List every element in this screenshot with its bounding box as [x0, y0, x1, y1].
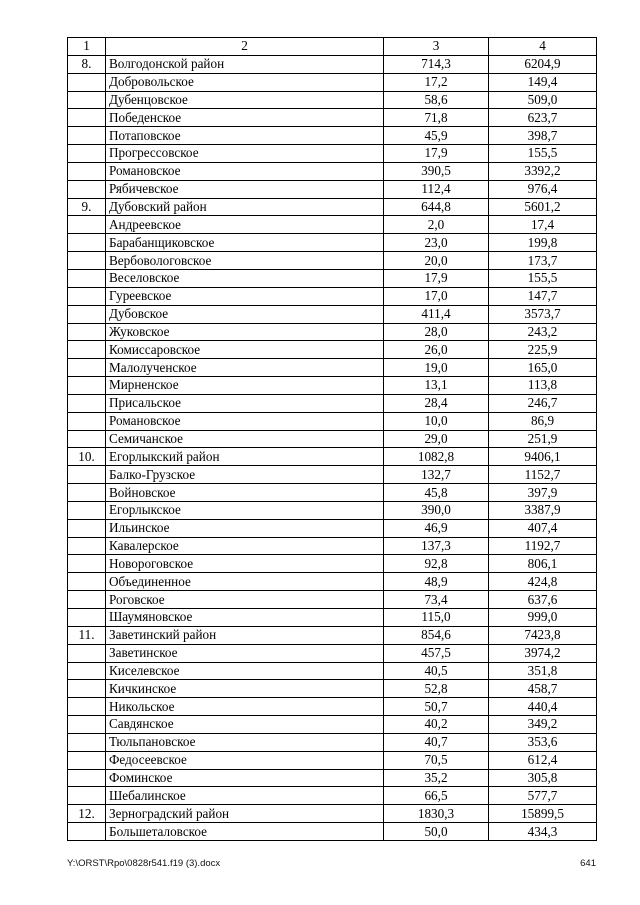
row-number [68, 644, 106, 662]
row-name: Жуковское [106, 323, 384, 341]
row-number [68, 555, 106, 573]
table-row [68, 501, 597, 519]
row-number [68, 591, 106, 609]
row-number [68, 823, 106, 841]
row-value-3: 1082,8 [384, 448, 489, 466]
row-name: Объединенное [106, 573, 384, 591]
row-name: Новороговское [106, 555, 384, 573]
row-value-3: 28,0 [384, 323, 489, 341]
row-number [68, 252, 106, 270]
table-row [68, 252, 597, 270]
row-value-4: 509,0 [489, 91, 597, 109]
row-value-3: 390,5 [384, 162, 489, 180]
row-number [68, 127, 106, 145]
row-value-4: 165,0 [489, 359, 597, 377]
row-name: Савдянское [106, 716, 384, 734]
row-number [68, 412, 106, 430]
table-row [68, 716, 597, 734]
row-value-4: 155,5 [489, 269, 597, 287]
row-value-3: 46,9 [384, 519, 489, 537]
row-value-3: 19,0 [384, 359, 489, 377]
data-table [67, 37, 597, 841]
row-value-4: 424,8 [489, 573, 597, 591]
row-number [68, 305, 106, 323]
footer-file-path: Y:\ORST\Rpo\0828r541.f19 (3).docx [67, 858, 221, 869]
row-name: Шаумяновское [106, 609, 384, 627]
row-value-4: 577,7 [489, 787, 597, 805]
row-value-4: 149,4 [489, 73, 597, 91]
row-name: Добровольское [106, 73, 384, 91]
table-row [68, 91, 597, 109]
row-value-4: 199,8 [489, 234, 597, 252]
row-value-4: 225,9 [489, 341, 597, 359]
row-value-4: 623,7 [489, 109, 597, 127]
row-name: Никольское [106, 698, 384, 716]
row-number: 12. [68, 805, 106, 823]
row-value-3: 132,7 [384, 466, 489, 484]
row-name: Заветинское [106, 644, 384, 662]
row-number: 10. [68, 448, 106, 466]
row-value-4: 3974,2 [489, 644, 597, 662]
row-value-3: 70,5 [384, 751, 489, 769]
row-value-3: 112,4 [384, 180, 489, 198]
table-row [68, 323, 597, 341]
table-row [68, 644, 597, 662]
row-value-3: 457,5 [384, 644, 489, 662]
row-number [68, 216, 106, 234]
table-row [68, 787, 597, 805]
table-row [68, 466, 597, 484]
table-row [68, 287, 597, 305]
row-name: Дубенцовское [106, 91, 384, 109]
row-number [68, 287, 106, 305]
table-row [68, 626, 597, 644]
row-value-4: 6204,9 [489, 55, 597, 73]
row-name: Мирненское [106, 377, 384, 395]
row-number [68, 180, 106, 198]
row-value-4: 1152,7 [489, 466, 597, 484]
row-number [68, 162, 106, 180]
row-value-3: 13,1 [384, 377, 489, 395]
row-value-4: 440,4 [489, 698, 597, 716]
table-row [68, 269, 597, 287]
table-row [68, 394, 597, 412]
row-name: Волгодонской район [106, 55, 384, 73]
row-value-4: 3387,9 [489, 501, 597, 519]
row-number [68, 466, 106, 484]
row-number [68, 377, 106, 395]
table-row [68, 198, 597, 216]
row-number: 8. [68, 55, 106, 73]
table-row [68, 127, 597, 145]
row-name: Егорлыкское [106, 501, 384, 519]
table-row [68, 341, 597, 359]
row-value-4: 434,3 [489, 823, 597, 841]
row-value-3: 28,4 [384, 394, 489, 412]
row-number [68, 430, 106, 448]
row-value-3: 52,8 [384, 680, 489, 698]
row-value-3: 45,8 [384, 484, 489, 502]
row-value-3: 17,2 [384, 73, 489, 91]
table-row [68, 680, 597, 698]
table-row [68, 430, 597, 448]
column-header: 2 [106, 38, 384, 56]
row-value-4: 173,7 [489, 252, 597, 270]
row-name: Роговское [106, 591, 384, 609]
row-value-3: 58,6 [384, 91, 489, 109]
row-value-3: 35,2 [384, 769, 489, 787]
row-value-4: 999,0 [489, 609, 597, 627]
row-name: Прогрессовское [106, 145, 384, 163]
row-value-4: 5601,2 [489, 198, 597, 216]
row-name: Киселевское [106, 662, 384, 680]
table-row [68, 591, 597, 609]
row-value-3: 644,8 [384, 198, 489, 216]
row-number [68, 787, 106, 805]
row-name: Романовское [106, 412, 384, 430]
row-value-4: 17,4 [489, 216, 597, 234]
row-number [68, 769, 106, 787]
row-value-4: 155,5 [489, 145, 597, 163]
row-number [68, 91, 106, 109]
row-value-4: 351,8 [489, 662, 597, 680]
row-value-4: 3573,7 [489, 305, 597, 323]
row-value-4: 243,2 [489, 323, 597, 341]
row-value-4: 113,8 [489, 377, 597, 395]
row-number [68, 573, 106, 591]
page-number: 641 [580, 858, 596, 869]
table-row [68, 73, 597, 91]
row-value-3: 17,9 [384, 145, 489, 163]
row-number [68, 733, 106, 751]
row-name: Веселовское [106, 269, 384, 287]
row-value-4: 637,6 [489, 591, 597, 609]
row-value-4: 251,9 [489, 430, 597, 448]
row-number [68, 145, 106, 163]
row-name: Романовское [106, 162, 384, 180]
row-value-3: 2,0 [384, 216, 489, 234]
row-name: Кичкинское [106, 680, 384, 698]
row-value-4: 7423,8 [489, 626, 597, 644]
row-number [68, 609, 106, 627]
row-value-3: 17,9 [384, 269, 489, 287]
row-number [68, 234, 106, 252]
table-row [68, 823, 597, 841]
row-name: Вербовологовское [106, 252, 384, 270]
row-value-3: 20,0 [384, 252, 489, 270]
table-row [68, 698, 597, 716]
row-value-3: 17,0 [384, 287, 489, 305]
table-row [68, 55, 597, 73]
row-name: Рябичевское [106, 180, 384, 198]
table-row [68, 216, 597, 234]
row-name: Федосеевское [106, 751, 384, 769]
row-value-3: 390,0 [384, 501, 489, 519]
row-number [68, 394, 106, 412]
table-header-row [68, 38, 597, 56]
row-number [68, 323, 106, 341]
row-name: Большеталовское [106, 823, 384, 841]
row-name: Егорлыкский район [106, 448, 384, 466]
row-number [68, 501, 106, 519]
row-name: Балко-Грузское [106, 466, 384, 484]
table-row [68, 377, 597, 395]
row-value-3: 1830,3 [384, 805, 489, 823]
table-row [68, 234, 597, 252]
row-name: Победенское [106, 109, 384, 127]
row-value-4: 86,9 [489, 412, 597, 430]
row-value-4: 976,4 [489, 180, 597, 198]
row-value-3: 40,2 [384, 716, 489, 734]
table-row [68, 555, 597, 573]
column-header: 3 [384, 38, 489, 56]
table-row [68, 769, 597, 787]
row-name: Потаповское [106, 127, 384, 145]
row-number [68, 662, 106, 680]
table-row [68, 609, 597, 627]
table-row [68, 519, 597, 537]
row-value-3: 29,0 [384, 430, 489, 448]
row-number [68, 73, 106, 91]
table-row [68, 537, 597, 555]
row-name: Тюльпановское [106, 733, 384, 751]
row-number [68, 751, 106, 769]
column-header: 1 [68, 38, 106, 56]
table-row [68, 359, 597, 377]
row-value-4: 397,9 [489, 484, 597, 502]
table-row [68, 662, 597, 680]
row-name: Кавалерское [106, 537, 384, 555]
row-value-3: 40,7 [384, 733, 489, 751]
row-name: Малолученское [106, 359, 384, 377]
row-value-3: 73,4 [384, 591, 489, 609]
row-number [68, 109, 106, 127]
row-value-3: 854,6 [384, 626, 489, 644]
row-name: Андреевское [106, 216, 384, 234]
row-value-4: 147,7 [489, 287, 597, 305]
table-row [68, 162, 597, 180]
row-name: Зерноградский район [106, 805, 384, 823]
row-value-4: 806,1 [489, 555, 597, 573]
row-value-4: 612,4 [489, 751, 597, 769]
row-value-4: 1192,7 [489, 537, 597, 555]
table-row [68, 573, 597, 591]
row-number: 9. [68, 198, 106, 216]
row-name: Комиссаровское [106, 341, 384, 359]
row-name: Барабанщиковское [106, 234, 384, 252]
column-header: 4 [489, 38, 597, 56]
table-row [68, 305, 597, 323]
row-name: Семичанское [106, 430, 384, 448]
row-value-4: 349,2 [489, 716, 597, 734]
row-value-4: 353,6 [489, 733, 597, 751]
row-name: Фоминское [106, 769, 384, 787]
table-row [68, 109, 597, 127]
row-value-4: 398,7 [489, 127, 597, 145]
row-number [68, 519, 106, 537]
row-number [68, 484, 106, 502]
row-value-3: 50,0 [384, 823, 489, 841]
table-row [68, 448, 597, 466]
row-number [68, 359, 106, 377]
row-value-4: 458,7 [489, 680, 597, 698]
row-value-3: 23,0 [384, 234, 489, 252]
row-name: Войновское [106, 484, 384, 502]
table-row [68, 180, 597, 198]
row-value-4: 305,8 [489, 769, 597, 787]
row-value-4: 3392,2 [489, 162, 597, 180]
row-value-3: 26,0 [384, 341, 489, 359]
row-number [68, 341, 106, 359]
row-value-3: 48,9 [384, 573, 489, 591]
table-row [68, 733, 597, 751]
table-row [68, 484, 597, 502]
row-value-4: 15899,5 [489, 805, 597, 823]
row-value-3: 40,5 [384, 662, 489, 680]
row-value-3: 411,4 [384, 305, 489, 323]
row-number [68, 269, 106, 287]
row-value-4: 246,7 [489, 394, 597, 412]
row-value-3: 137,3 [384, 537, 489, 555]
row-value-3: 714,3 [384, 55, 489, 73]
row-value-3: 92,8 [384, 555, 489, 573]
row-value-3: 50,7 [384, 698, 489, 716]
table-row [68, 145, 597, 163]
table-row [68, 805, 597, 823]
table-row [68, 412, 597, 430]
row-name: Шебалинское [106, 787, 384, 805]
row-value-3: 45,9 [384, 127, 489, 145]
row-value-3: 115,0 [384, 609, 489, 627]
row-value-3: 66,5 [384, 787, 489, 805]
row-number [68, 716, 106, 734]
row-name: Присальское [106, 394, 384, 412]
row-number [68, 680, 106, 698]
table-row [68, 751, 597, 769]
row-name: Гуреевское [106, 287, 384, 305]
row-value-4: 9406,1 [489, 448, 597, 466]
row-name: Дубовское [106, 305, 384, 323]
row-name: Заветинский район [106, 626, 384, 644]
row-name: Ильинское [106, 519, 384, 537]
row-value-3: 10,0 [384, 412, 489, 430]
row-value-3: 71,8 [384, 109, 489, 127]
row-number [68, 537, 106, 555]
row-value-4: 407,4 [489, 519, 597, 537]
row-name: Дубовский район [106, 198, 384, 216]
row-number [68, 698, 106, 716]
row-number: 11. [68, 626, 106, 644]
